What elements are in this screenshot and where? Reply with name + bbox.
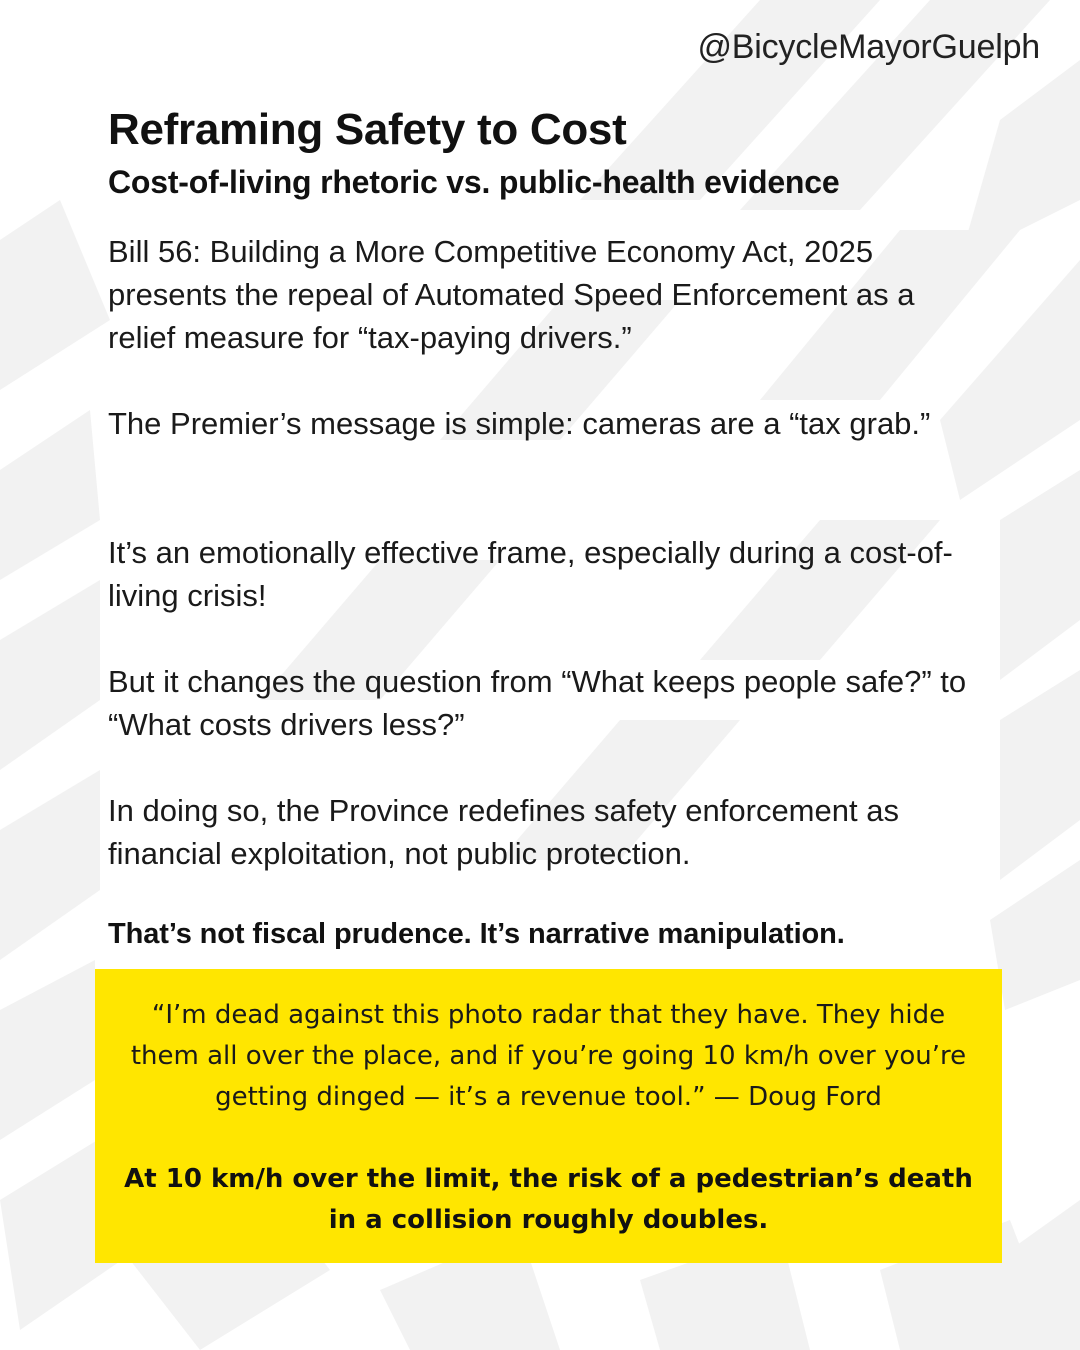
highlight-quote-box: [95, 969, 1002, 1263]
paragraph-emotional-frame: It’s an emotionally effective frame, especially during a cost-of-living crisis!: [108, 535, 953, 613]
page-subtitle: Cost-of-living rhetoric vs. public-health evidence: [108, 164, 840, 200]
account-handle: @BicycleMayorGuelph: [697, 28, 1040, 66]
paragraph-question-change: But it changes the question from “What keeps people safe?” to “What costs drivers less?”: [108, 664, 967, 742]
risk-conclusion: At 10 km/h over the limit, the risk of a pedestrian’s death in a collision roughly doubles.: [124, 1164, 973, 1235]
doug-ford-quote: “I’m dead against this photo radar that they have. They hide them all over the place, and if you’re going 10 km/h over you’re getting dinged — it’s a revenue tool.” — Doug Ford: [130, 1000, 967, 1112]
page-title: Reframing Safety to Cost: [108, 105, 627, 154]
paragraph-premier-message: The Premier’s message is simple: cameras are a “tax grab.”: [108, 406, 931, 441]
paragraph-redefinition: In doing so, the Province redefines safety enforcement as financial exploitation, not public protection.: [108, 793, 899, 871]
paragraph-bill-56: Bill 56: Building a More Competitive Economy Act, 2025 presents the repeal of Automated Speed Enforcement as a relief measure for “tax-paying drivers.”: [108, 234, 915, 355]
emphasis-statement: That’s not fiscal prudence. It’s narrative manipulation.: [108, 918, 845, 950]
